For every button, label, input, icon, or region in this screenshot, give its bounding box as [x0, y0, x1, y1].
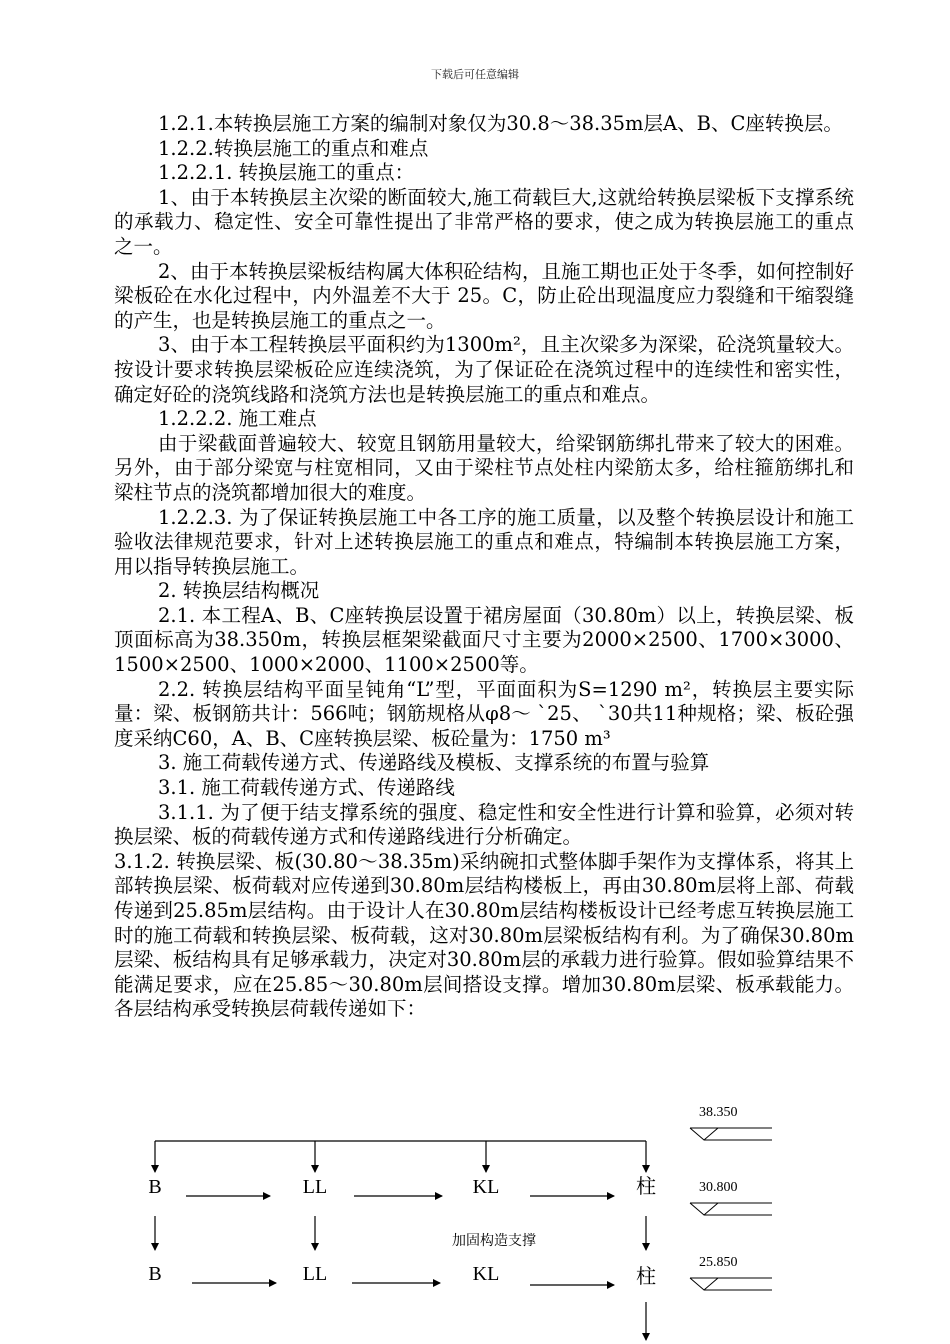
elevation-symbol	[690, 1278, 718, 1290]
node-label: 柱	[636, 1266, 656, 1288]
node-label: LL	[302, 1263, 328, 1285]
node-label: KL	[472, 1176, 500, 1198]
document-body	[114, 112, 874, 1022]
paragraph: 3.1.1. 为了便于结支撑系统的强度、稳定性和安全性进行计算和验算，必须对转换层梁、板的荷载传递方式和传递路线进行分析确定。	[114, 800, 854, 849]
node-label: KL	[472, 1263, 500, 1285]
paragraph: 2. 转换层结构概况	[158, 579, 320, 603]
paragraph: 3、由于本工程转换层平面积约为1300m²，且主次梁多为深梁，砼浇筑量较大。按设计要求转换层梁板砼应连续浇筑，为了保证砼在浇筑过程中的连续性和密实性，确定好砼的浇筑线路和浇筑方法也是转换层施工的重点和难点。	[114, 333, 854, 406]
elevation-label: 38.350	[699, 1105, 738, 1120]
elevation-symbol	[690, 1128, 718, 1140]
node-label: 柱	[636, 1176, 656, 1198]
paragraph: 3.1.2. 转换层梁、板(30.80～38.35m)采纳碗扣式整体脚手架作为支撑体系，将其上部转换层梁、板荷载对应传递到30.80m层结构楼板上，再由30.80m层将上部、荷载传递到25.85m层结构。由于设计人在30.80m层结构楼板设计已经考虑互转换层施工时的施工荷载和转换层梁、板荷载，这对30.80m层梁板结构有利。为了确保30.80m层梁、板结构具有足够承载力，决定对30.80m层的承载力进行验算。假如验算结果不能满足要求，应在25.85～30.80m层间搭设支撑。增加30.80m层梁、板承载能力。各层结构承受转换层荷载传递如下：	[114, 849, 854, 1021]
node-label: B	[148, 1263, 162, 1285]
paragraph: 1.2.2.3. 为了保证转换层施工中各工序的施工质量，以及整个转换层设计和施工验收法律规范要求，针对上述转换层施工的重点和难点，特编制本转换层施工方案，用以指导转换层施工。	[114, 505, 854, 578]
paragraph: 2、由于本转换层梁板结构属大体积砼结构，且施工期也正处于冬季，如何控制好梁板砼在水化过程中，内外温差不大于 25。C，防止砼出现温度应力裂缝和干缩裂缝的产生，也是转换层施工的重点之一。	[114, 259, 854, 332]
elevation-label: 30.800	[699, 1180, 738, 1195]
reinforcement-support-label: 加固构造支撑	[452, 1234, 536, 1249]
paragraph: 1.2.2.转换层施工的重点和难点	[158, 136, 429, 160]
paragraph: 1.2.1.本转换层施工方案的编制对象仅为30.8～38.35m层A、B、C座转换层。	[158, 112, 843, 135]
paragraph: 3. 施工荷载传递方式、传递路线及模板、支撑系统的布置与验算	[158, 751, 710, 775]
paragraph: 3.1. 施工荷载传递方式、传递路线	[158, 776, 455, 800]
paragraph: 2.2. 转换层结构平面呈钝角“L”型，平面面积为S=1290 m²，转换层主要实际量：梁、板钢筋共计：566吨；钢筋规格从φ8～ ˋ25、 ˋ30共11种规格；梁、板砼强度采纳C60，A、B、C座转换层梁、板砼量为：1750 m³	[114, 677, 854, 750]
paragraph: 2.1. 本工程A、B、C座转换层设置于裙房屋面（30.80m）以上，转换层梁、板顶面标高为38.350m，转换层框架梁截面尺寸主要为2000×2500、1700×3000、1500×2500、1000×2000、1100×2500等。	[114, 603, 854, 677]
paragraph: 1.2.2.1. 转换层施工的重点：	[158, 161, 415, 185]
page-header: 下载后可任意编辑	[431, 68, 519, 81]
node-label: LL	[302, 1176, 328, 1198]
paragraph: 1.2.2.2. 施工难点	[158, 407, 317, 431]
elevation-symbol	[690, 1203, 718, 1215]
paragraph: 由于梁截面普遍较大、较宽且钢筋用量较大，给梁钢筋绑扎带来了较大的困难。另外，由于部分梁宽与柱宽相同，又由于梁柱节点处柱内梁筋太多，给柱箍筋绑扎和梁柱节点的浇筑都增加很大的难度。	[114, 431, 854, 504]
elevation-label: 25.850	[699, 1255, 738, 1270]
paragraph: 1、由于本转换层主次梁的断面较大,施工荷载巨大,这就给转换层梁板下支撑系统 的承载力、稳定性、安全可靠性提出了非常严格的要求，使之成为转换层施工的重点之一。	[114, 185, 874, 258]
node-label: B	[148, 1176, 162, 1198]
